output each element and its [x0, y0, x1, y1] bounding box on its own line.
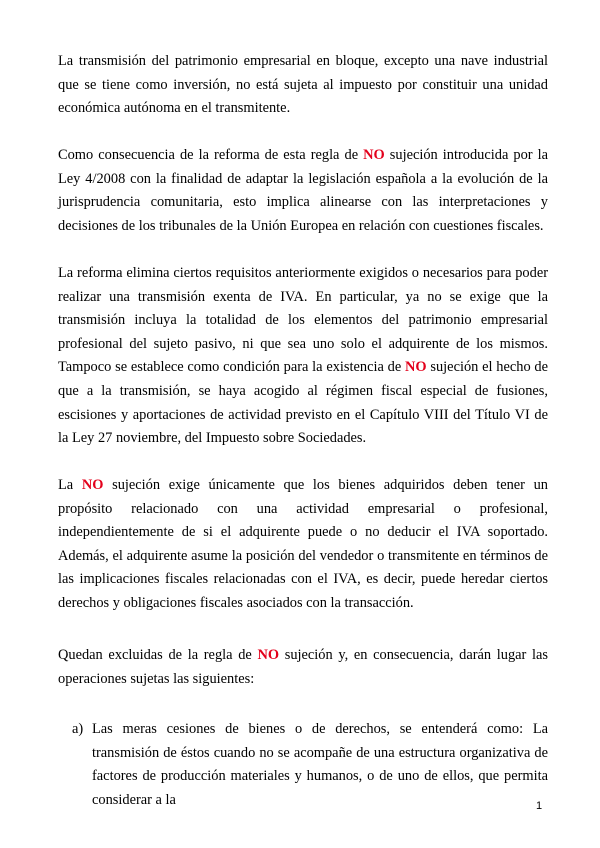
paragraph-1-text: La transmisión del patrimonio empresarial en bloque, excepto una nave industrial que se tiene como inversión, no está sujeta al impuesto por constituir una unidad económica autónoma en el transmitente. [58, 53, 548, 117]
list-marker-a: a) [72, 721, 84, 737]
no-highlight: NO [405, 359, 427, 376]
paragraph-3-text-start: La reforma elimina ciertos requisitos anteriormente exigidos o necesarios para poder realizar una transmisión exenta de IVA. En particular, ya no se exige que la transmisión incluya la totalidad de los elementos del patrimonio empresarial profesional del sujeto pasivo, ni que sea uno solo el adquirente de los mismos. Tampoco se establece como condición para la existencia de [58, 265, 548, 376]
paragraph-4-text-end: sujeción exige únicamente que los bienes adquiridos deben tener un propósito relacionado con una actividad empresarial o profesional, independientemente de si el adquirente puede o no deducir el IVA soportado. Además, el adquirente asume la posición del vendedor o transmitente en términos de las implicaciones fiscales relacionadas con el IVA, es decir, puede heredar ciertos derechos y obligaciones fiscales asociados con la transacción. [58, 477, 548, 611]
paragraph-4-text-start: La [58, 477, 82, 493]
paragraph-2-text-start: Como consecuencia de la reforma de esta regla de [58, 147, 364, 163]
list-item-a-text: Las meras cesiones de bienes o de derechos, se entenderá como: La transmisión de éstos cuando no se acompañe de una estructura organizativa de factores de producción materiales y humanos, o de uno de ellos, que permita considerar a la [92, 721, 548, 808]
list-item-a [58, 718, 548, 812]
paragraph-reforma-regla [58, 144, 548, 238]
paragraph-no-sujecion-exige [58, 474, 548, 616]
paragraph-5-text-end: sujeción y, en consecuencia, darán lugar las operaciones sujetas las siguientes: [58, 647, 548, 687]
no-highlight: NO [257, 647, 280, 663]
paragraph-2-text-end: sujeción introducida por la Ley 4/2008 con la finalidad de adaptar la legislación española a la evolución de la jurisprudencia comunitaria, esto implica alinearse con las interpretaciones y decisiones de los tribunales de la Unión Europea en relación con cuestiones fiscales. [58, 147, 548, 234]
paragraph-5-text-start: Quedan excluidas de la regla de [58, 647, 258, 663]
page-number: 1 [536, 800, 543, 812]
paragraph-3-text-end: sujeción el hecho de que a la transmisión, se haya acogido al régimen fiscal especial de fusiones, escisiones y aportaciones de actividad previsto en el Capítulo VIII del Título VI de la Ley 27 noviembre, del Impuesto sobre Sociedades. [58, 359, 548, 447]
paragraph-transmision-patrimonio [58, 50, 548, 121]
no-highlight: NO [81, 477, 104, 493]
no-highlight: NO [363, 147, 385, 163]
paragraph-requisitos-eliminados [58, 262, 548, 451]
paragraph-quedan-excluidas [58, 644, 548, 691]
